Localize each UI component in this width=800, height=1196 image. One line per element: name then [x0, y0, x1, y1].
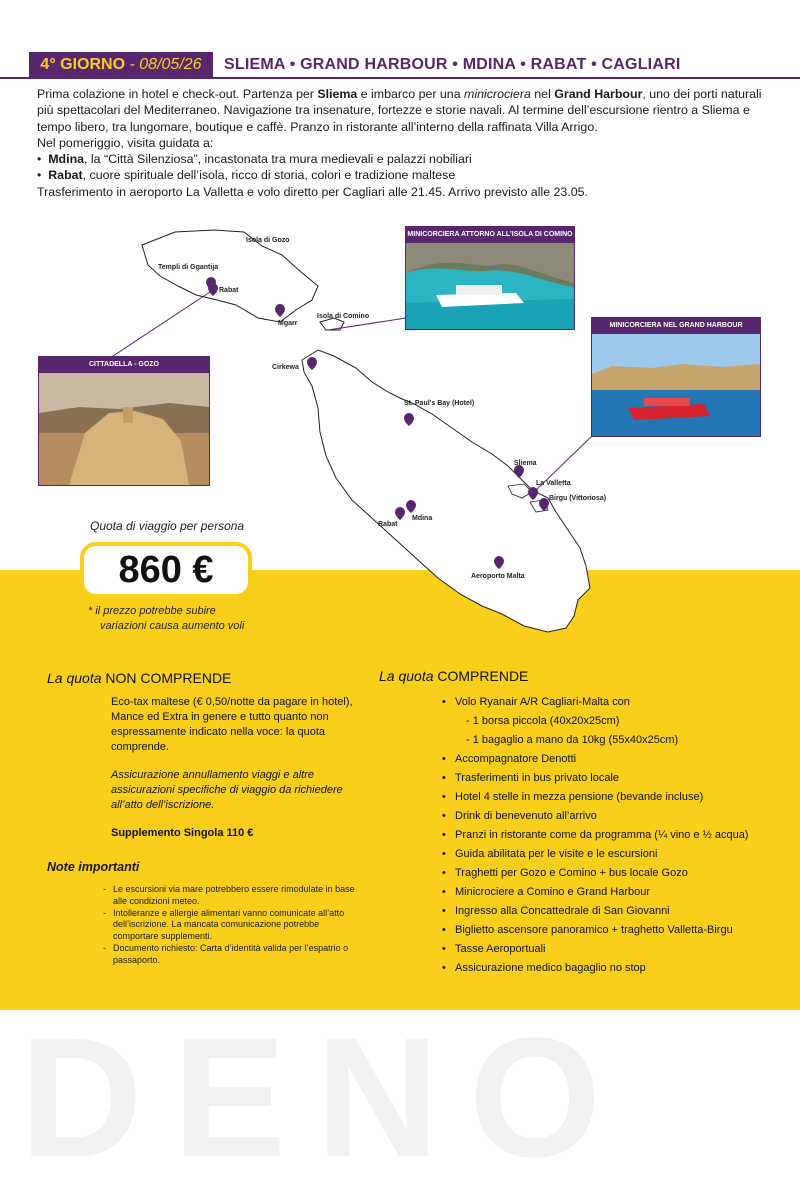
- not-included-para-2: Assicurazione annullamento viaggi e altre assicurazioni specifiche di viaggio da richiedere all’atto dell’iscrizione.: [111, 769, 343, 811]
- included-item: • Tasse Aeroportuali: [442, 940, 782, 959]
- price-value: 860 €: [118, 549, 214, 591]
- included-item: • Pranzi in ristorante come da programma (¼ vino e ½ acqua): [442, 826, 782, 845]
- price-label: Quota di viaggio per persona: [90, 519, 245, 533]
- label-gozo: Isola di Gozo: [246, 237, 290, 244]
- label-birgu: Birgu (Vittoriosa): [549, 495, 607, 502]
- day-description: [37, 86, 765, 200]
- label-rabat-gozo: Rabat: [219, 287, 239, 294]
- day-label: 4° GIORNO: [40, 56, 126, 73]
- included-item: • Drink di benevenuto all’arrivo: [442, 807, 782, 826]
- label-sliema: Sliema: [514, 460, 537, 467]
- photo-comino-caption: MINICORCIERA ATTORNO ALL’ISOLA DI COMINO: [407, 231, 573, 238]
- day-date: - 08/05/26: [125, 56, 202, 73]
- included-item: • Accompagnatore Denotti: [442, 750, 782, 769]
- price-box: [80, 542, 252, 598]
- label-mdina: Mdina: [412, 515, 433, 522]
- included-subitem: - 1 borsa piccola (40x20x25cm): [466, 715, 620, 727]
- label-cirkewa: Cirkewa: [272, 364, 299, 371]
- brand-watermark: DENO: [20, 1003, 632, 1193]
- notes-list: [103, 884, 363, 967]
- photo-comino: [405, 226, 575, 330]
- note-item: - Intolleranze e allergie alimentari vanno comunicate all’atto dell’iscrizione. La mancata comunicazione potrebbe comportare supplementi.: [103, 908, 363, 943]
- not-included-title: La quota NON COMPRENDE: [47, 670, 232, 686]
- single-supplement: Supplemento Singola 110 €: [111, 827, 254, 839]
- label-valletta: La Valletta: [536, 480, 571, 487]
- included-item: • Hotel 4 stelle in mezza pensione (bevande incluse): [442, 788, 782, 807]
- day-route: SLIEMA • GRAND HARBOUR • MDINA • RABAT • CAGLIARI: [224, 56, 681, 73]
- photo-gozo-image: [39, 373, 209, 485]
- label-rabat-malta: Rabat: [378, 521, 398, 528]
- included-subitem: - 1 bagaglio a mano da 10kg (55x40x25cm): [466, 734, 679, 746]
- label-ggantija: Templi di Ggantija: [158, 264, 219, 271]
- photo-gozo-caption: CITTADELLA - GOZO: [89, 361, 159, 368]
- intro-afternoon: Nel pomeriggio, visita guidata a:: [37, 135, 214, 150]
- included-item: • Guida abilitata per le visite e le escursioni: [442, 845, 782, 864]
- intro-bullet-rabat: • Rabat, cuore spirituale dell’isola, ricco di storia, colori e tradizione maltese: [37, 168, 456, 183]
- gozo-island: [142, 230, 318, 322]
- included-item: • Biglietto ascensore panoramico + traghetto Valletta-Birgu: [442, 921, 782, 940]
- intro-paragraph: Prima colazione in hotel e check-out. Partenza per Sliema e imbarco per una minicrociera nel Grand Harbour, uno dei porti naturali più spettacolari del Mediterraneo. Navigazione tra insenature, fortezze e storie navali. Al termine dell’escursione rientro a Sliema e tempo libero, tra lungomare, boutique e caffè. Pranzo in ristorante all’interno della raffinata Villa Arrigo.: [37, 87, 762, 134]
- day-tag: [29, 52, 213, 78]
- malta-island: [302, 350, 590, 632]
- included-item: • Minicrociere a Comino e Grand Harbour: [442, 883, 782, 902]
- photo-harbour-image: [592, 334, 760, 436]
- included-list: [442, 693, 782, 978]
- photo-gozo: [38, 356, 210, 486]
- intro-transfer: Trasferimento in aeroporto La Valletta e volo diretto per Cagliari alle 21.45. Arrivo previsto alle 23.05.: [37, 184, 588, 199]
- photo-comino-image: [406, 243, 574, 329]
- included-item: • Traghetti per Gozo e Comino + bus locale Gozo: [442, 864, 782, 883]
- included-item: • Trasferimenti in bus privato locale: [442, 769, 782, 788]
- included-item: • Volo Ryanair A/R Cagliari-Malta con: [442, 693, 782, 712]
- photo-harbour: [591, 317, 761, 437]
- not-included-para-1: Eco-tax maltese (€ 0,50/notte da pagare in hotel), Mance ed Extra in genere e tutto quanto non espressamente indicato nella voce: la quota comprende.: [111, 696, 353, 753]
- note-item: - Le escursioni via mare potrebbero essere rimodulate in base alle condizioni meteo.: [103, 884, 363, 908]
- included-title: La quota COMPRENDE: [379, 668, 529, 684]
- label-stpauls: St. Paul’s Bay (Hotel): [404, 400, 475, 407]
- intro-bullet-mdina: • Mdina, la “Città Silenziosa”, incastonata tra mura medievali e palazzi nobiliari: [37, 152, 472, 167]
- label-comino: Isola di Comino: [317, 313, 370, 320]
- label-airport: Aeroporto Malta: [471, 573, 525, 580]
- price-note: * il prezzo potrebbe subire variazioni causa aumento voli: [88, 605, 245, 632]
- not-included-text: [111, 695, 363, 854]
- photo-harbour-caption: MINICORCIERA NEL GRAND HARBOUR: [609, 322, 743, 329]
- included-item: • Ingresso alla Concattedrale di San Giovanni: [442, 902, 782, 921]
- notes-title: Note importanti: [47, 860, 140, 874]
- note-item: - Documento richiesto: Carta d’identità valida per l’espatrio o passaporto.: [103, 943, 363, 967]
- label-mgarr: Mgarr: [278, 320, 298, 327]
- included-item: • Assicurazione medico bagaglio no stop: [442, 959, 782, 978]
